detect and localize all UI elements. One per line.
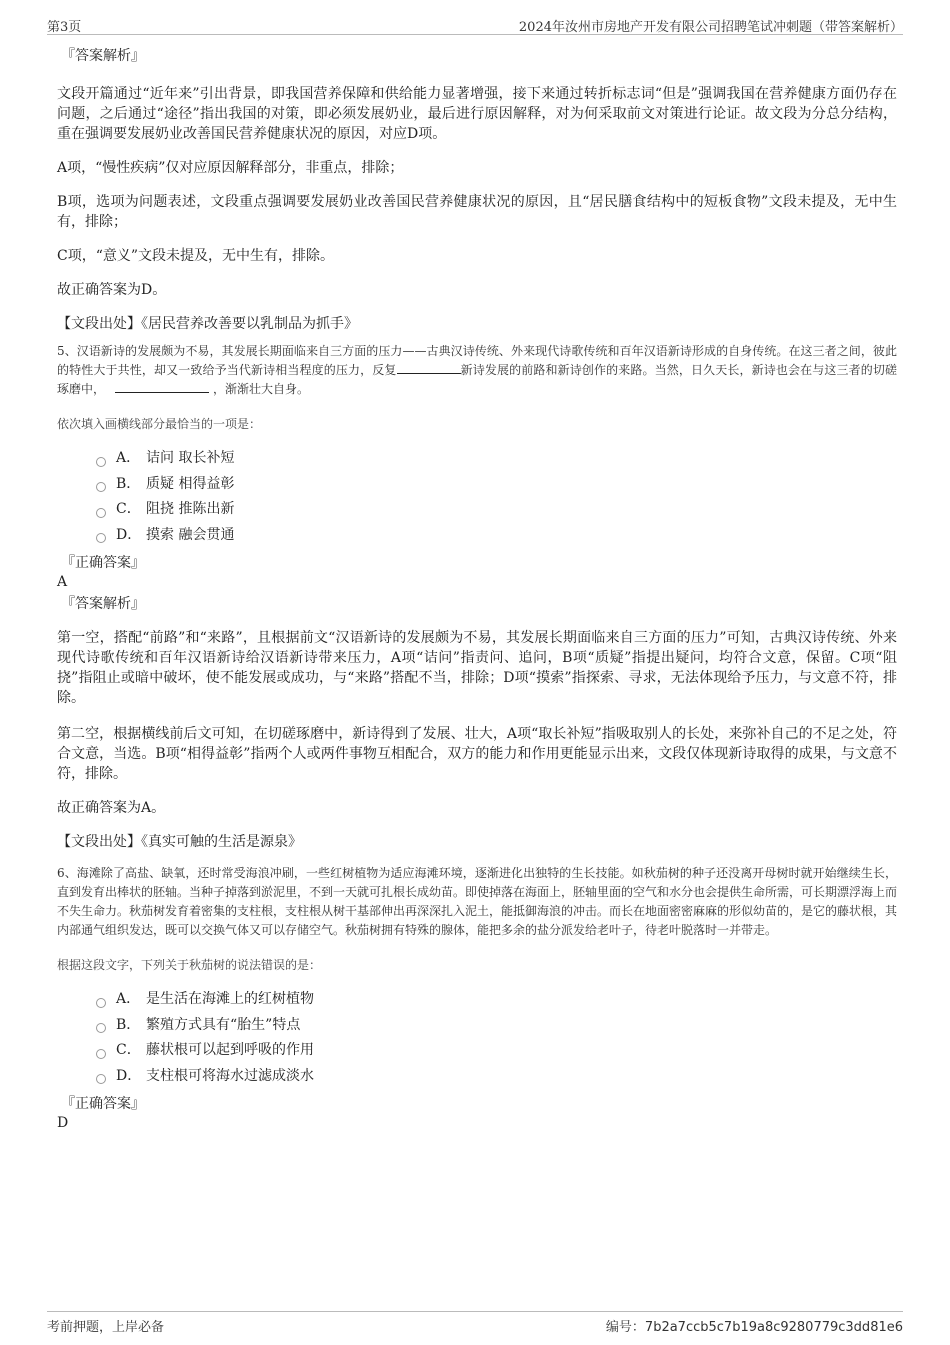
option-b[interactable]: B． 质疑 相得益彰 (96, 472, 897, 498)
analysis-paragraph: B项，选项为问题表述，文段重点强调要发展奶业改善国民营养健康状况的原因，且“居民膳食结构中的短板食物”文段未提及，无中生有，排除； (57, 194, 897, 230)
radio-button[interactable] (96, 998, 106, 1008)
source-citation: 【文段出处】《真实可触的生活是源泉》 (57, 834, 302, 850)
option-d[interactable]: D． 摸索 融会贯通 (96, 523, 897, 549)
option-a[interactable]: A． 诘问 取长补短 (96, 446, 897, 472)
document-title: 2024年汝州市房地产开发有限公司招聘笔试冲刺题（带答案解析） (518, 20, 903, 35)
page-header (47, 14, 903, 35)
analysis-label: 『答案解析』 (61, 48, 145, 64)
page-footer (47, 1311, 903, 1334)
radio-button[interactable] (96, 1049, 106, 1059)
analysis-paragraph: C项，“意义”文段未提及，无中生有，排除。 (57, 248, 335, 264)
option-b[interactable]: B． 繁殖方式具有“胎生”特点 (96, 1013, 897, 1039)
radio-button[interactable] (96, 457, 106, 467)
analysis-label: 『答案解析』 (61, 596, 145, 612)
analysis-paragraph: 第二空，根据横线前后文可知，在切磋琢磨中，新诗得到了发展、壮大，A项“取长补短”指吸取别人的长处，来弥补自己的不足之处，符合文意，当选。B项“相得益彰”指两个人或两件事物互相配合，双方的能力和作用更能显示出来，文段仅体现新诗取得的成果，与文意不符，排除。 (57, 726, 897, 782)
analysis-paragraph: A项，“慢性疾病”仅对应原因解释部分，非重点，排除； (57, 160, 404, 176)
radio-button[interactable] (96, 1023, 106, 1033)
option-c[interactable]: C． 藤状根可以起到呼吸的作用 (96, 1038, 897, 1064)
analysis-paragraph: 第一空，搭配“前路”和“来路”，且根据前文“汉语新诗的发展颇为不易，其发展长期面临来自三方面的压力”可知，古典汉诗传统、外来现代诗歌传统和百年汉语新诗给汉语新诗带来压力，A项“诘问”指责问、追问，B项“质疑”指提出疑问，均符合文意，保留。C项“阻挠”指阻止或暗中破坏，使不能发展或成功，与“来路”搭配不当，排除；D项“摸索”指探索、寻求，无法体现给予压力，与文意不符，排除。 (57, 630, 897, 706)
question-6-options (57, 987, 897, 1089)
correct-answer: A (57, 574, 68, 590)
source-citation: 【文段出处】《居民营养改善要以乳制品为抓手》 (57, 316, 358, 332)
correct-answer-label: 『正确答案』 (61, 1096, 145, 1112)
correct-answer: D (57, 1115, 69, 1131)
radio-button[interactable] (96, 1074, 106, 1084)
radio-button[interactable] (96, 508, 106, 518)
option-a[interactable]: A． 是生活在海滩上的红树植物 (96, 987, 897, 1013)
question-6-text: 6、海滩除了高盐、缺氧，还时常受海浪冲刷，一些红树植物为适应海滩环境，逐渐进化出独特的生长技能。如秋茄树的种子还没离开母树时就开始继续生长，直到发育出棒状的胚轴。当种子掉落到淤泥里，不到一天就可扎根长成幼苗。即使掉落在海面上，胚轴里面的空气和水分也会提供生命所需，可长期漂浮海上而不失生命力。秋茄树发育着密集的支柱根，支柱根从树干基部伸出再深深扎入泥土，能抵御海浪的冲击。而长在地面密密麻麻的形似幼苗的，是它的藤状根，其内部通气组织发达，既可以交换气体又可以存储空气。秋茄树拥有特殊的腺体，能把多余的盐分派发给老叶子，待老叶脱落时一并带走。 (57, 866, 898, 937)
footer-slogan: 考前押题，上岸必备 (47, 1320, 165, 1335)
fill-blank-2 (115, 380, 209, 393)
question-5-text: 5、汉语新诗的发展颇为不易，其发展长期面临来自三方面的压力——古典汉诗传统、外来现代诗歌传统和百年汉语新诗形成的自身传统。在这三者之间，彼此的特性大于共性，却又一致给予当代新诗相当程度的压力，反复 新诗发展的前路和新诗创作的来路。当然，日久天长，新诗也会在与这三者的切磋琢磨中， ，渐渐壮大自身。 (57, 344, 897, 396)
question-5-options (57, 446, 897, 548)
radio-button[interactable] (96, 533, 106, 543)
correct-answer-label: 『正确答案』 (61, 555, 145, 571)
answer-conclusion: 故正确答案为A。 (57, 800, 166, 816)
fill-blank-1 (397, 361, 461, 374)
radio-button[interactable] (96, 482, 106, 492)
option-d[interactable]: D． 支柱根可将海水过滤成淡水 (96, 1064, 897, 1090)
page-number: 第3页 (47, 20, 82, 35)
question-6-prompt: 根据这段文字，下列关于秋茄树的说法错误的是： (57, 958, 322, 972)
question-5-prompt: 依次填入画横线部分最恰当的一项是： (57, 417, 262, 431)
document-code: 编号：7b2a7ccb5c7b19a8c9280779c3dd81e6 (605, 1320, 903, 1335)
answer-conclusion: 故正确答案为D。 (57, 282, 167, 298)
option-c[interactable]: C． 阻挠 推陈出新 (96, 497, 897, 523)
analysis-paragraph: 文段开篇通过“近年来”引出背景，即我国营养保障和供给能力显著增强，接下来通过转折标志词“但是”强调我国在营养健康方面仍存在问题，之后通过“途径”指出我国的对策，即必须发展奶业，最后进行原因解释，对为何采取前文对策进行论证。故文段为分总分结构，重在强调要发展奶业改善国民营养健康状况的原因，对应D项。 (57, 86, 897, 142)
page-content (57, 44, 897, 1132)
